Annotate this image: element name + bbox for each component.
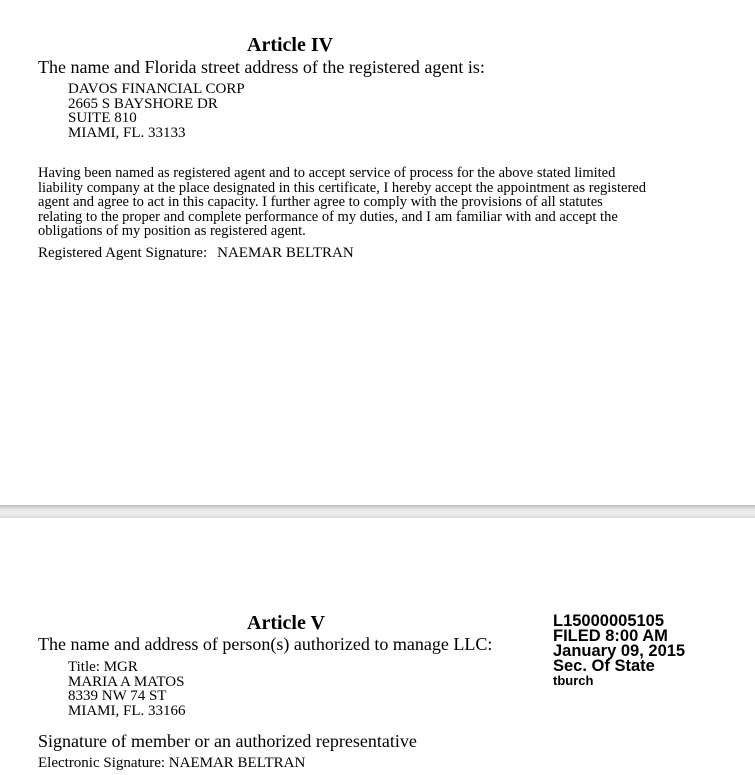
stamp-filed-time: FILED 8:00 AM: [553, 627, 668, 645]
registered-agent-address: [68, 82, 245, 140]
article-iv-heading: Article IV: [247, 34, 334, 56]
document-page-2: [0, 518, 755, 775]
paragraph-line: liability company at the place designated in this certificate, I hereby accept the appointment as registered: [38, 179, 646, 196]
manager-line: Title: MGR: [68, 659, 138, 675]
acceptance-paragraph: [38, 166, 718, 239]
address-line: SUITE 810: [68, 110, 137, 126]
address-line: MIAMI, FL. 33133: [68, 124, 186, 141]
paragraph-line: Having been named as registered agent and to accept service of process for the above stated limited: [38, 165, 616, 181]
address-line: DAVOS FINANCIAL CORP: [68, 81, 245, 97]
article-v-heading: Article V: [247, 612, 325, 634]
paragraph-line: relating to the proper and complete performance of my duties, and I am familiar with and accept the: [38, 208, 618, 225]
manager-line: MIAMI, FL. 33166: [68, 702, 186, 719]
address-line: 2665 S BAYSHORE DR: [68, 95, 218, 112]
stamp-doc-number: L15000005105: [553, 612, 665, 630]
registered-agent-signature: [38, 246, 354, 261]
article-iv-lead: The name and Florida street address of the registered agent is:: [38, 57, 485, 77]
stamp-date: January 09, 2015: [553, 642, 686, 660]
manager-line: MARIA A MATOS: [68, 673, 185, 690]
manager-line: 8339 NW 74 ST: [68, 688, 167, 704]
manager-details: [68, 660, 186, 718]
signature-value: NAEMAR BELTRAN: [217, 245, 354, 261]
article-v-lead: The name and address of person(s) authorized to manage LLC:: [38, 634, 493, 654]
page-separator: [0, 505, 755, 518]
electronic-signature: Electronic Signature: NAEMAR BELTRAN: [38, 755, 306, 771]
paragraph-line: obligations of my position as registered agent.: [38, 223, 306, 239]
stamp-office: Sec. Of State: [553, 657, 655, 675]
filing-stamp: [553, 614, 685, 687]
paragraph-line: agent and agree to act in this capacity. I further agree to comply with the provisions of all statutes: [38, 194, 603, 210]
signature-label: Registered Agent Signature:: [38, 245, 208, 261]
signature-heading: Signature of member or an authorized representative: [38, 731, 417, 751]
stamp-clerk: tburch: [553, 673, 594, 688]
